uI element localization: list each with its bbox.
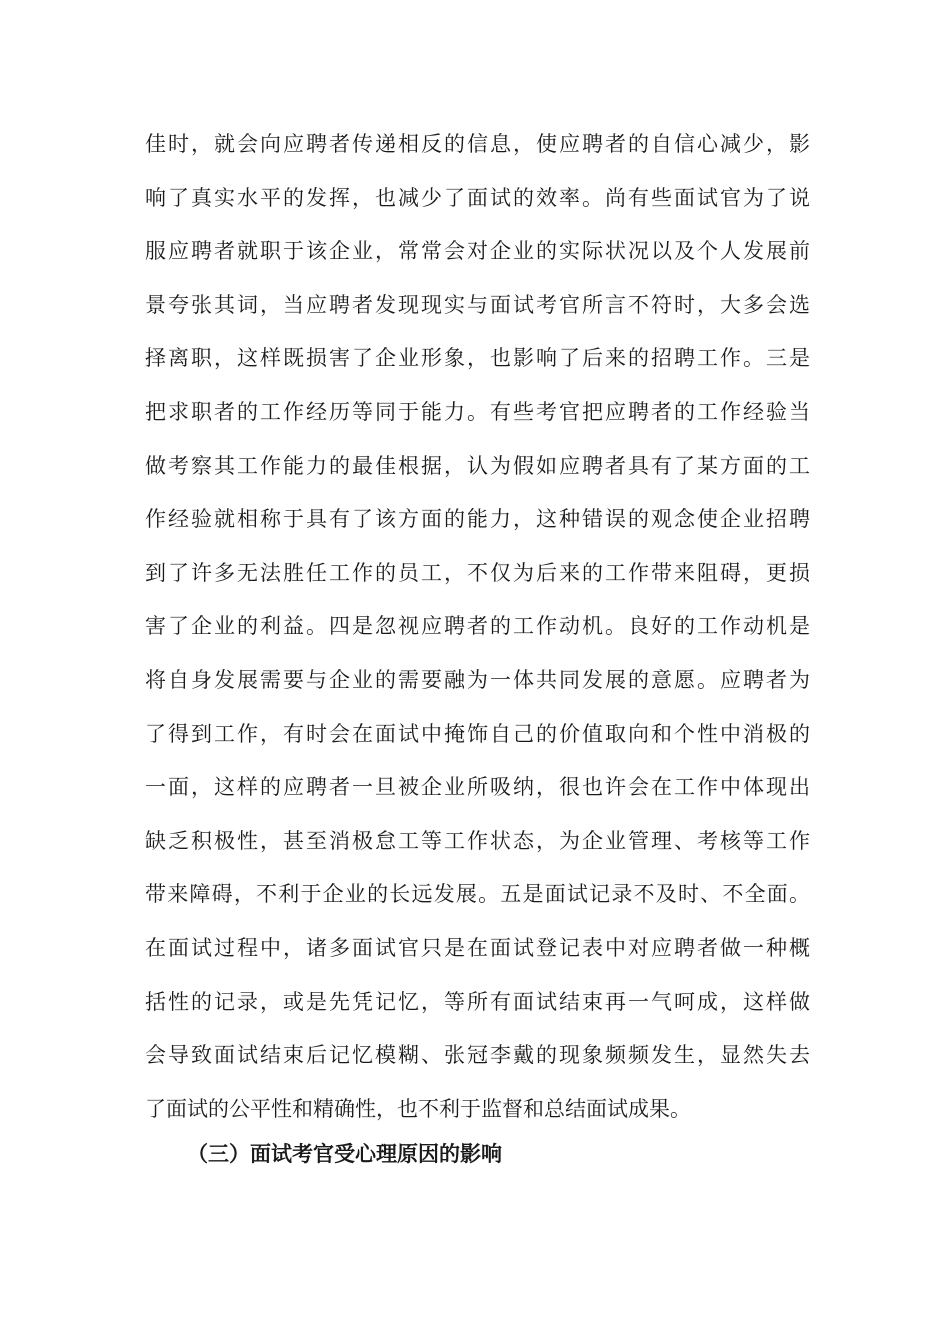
- paragraph-line: 一面，这样的应聘者一旦被企业所吸纳，很也许会在工作中体现出: [145, 775, 810, 800]
- paragraph-line: 服应聘者就职于该企业，常常会对企业的实际状况以及个人发展前: [145, 239, 810, 264]
- paragraph-line: 作经验就相称于具有了该方面的能力，这种错误的观念使企业招聘: [145, 507, 810, 532]
- paragraph-line: 缺乏积极性，甚至消极怠工等工作状态，为企业管理、考核等工作: [145, 828, 810, 853]
- paragraph-line: 到了许多无法胜任工作的员工，不仅为后来的工作带来阻碍，更损: [145, 560, 810, 585]
- paragraph-line: 在面试过程中，诸多面试官只是在面试登记表中对应聘者做一种概: [145, 935, 810, 960]
- paragraph-line: 了面试的公平性和精确性，也不利于监督和总结面试成果。: [145, 1096, 691, 1121]
- paragraph-line: 景夸张其词，当应聘者发现现实与面试考官所言不符时，大多会选: [145, 292, 810, 317]
- section-heading: （三）面试考官受心理原因的影响: [187, 1142, 502, 1166]
- paragraph-line: 了得到工作，有时会在面试中掩饰自己的价值取向和个性中消极的: [145, 721, 810, 746]
- paragraph-line: 括性的记录，或是先凭记忆，等所有面试结束再一气呵成，这样做: [145, 989, 810, 1014]
- paragraph-line: 将自身发展需要与企业的需要融为一体共同发展的意愿。应聘者为: [145, 667, 810, 692]
- paragraph-line: 佳时，就会向应聘者传递相反的信息，使应聘者的自信心减少，影: [145, 132, 810, 156]
- body-paragraph: [145, 118, 810, 1136]
- paragraph-line: 择离职，这样既损害了企业形象，也影响了后来的招聘工作。三是: [145, 346, 810, 371]
- paragraph-line: 害了企业的利益。四是忽视应聘者的工作动机。良好的工作动机是: [145, 614, 810, 639]
- paragraph-line: 把求职者的工作经历等同于能力。有些考官把应聘者的工作经验当: [145, 399, 810, 424]
- paragraph-line: 会导致面试结束后记忆模糊、张冠李戴的现象频频发生，显然失去: [145, 1043, 810, 1068]
- paragraph-line: 做考察其工作能力的最佳根据，认为假如应聘者具有了某方面的工: [145, 453, 810, 478]
- paragraph-line: 响了真实水平的发挥，也减少了面试的效率。尚有些面试官为了说: [145, 185, 810, 210]
- paragraph-line: 带来障碍，不利于企业的长远发展。五是面试记录不及时、不全面。: [145, 882, 810, 907]
